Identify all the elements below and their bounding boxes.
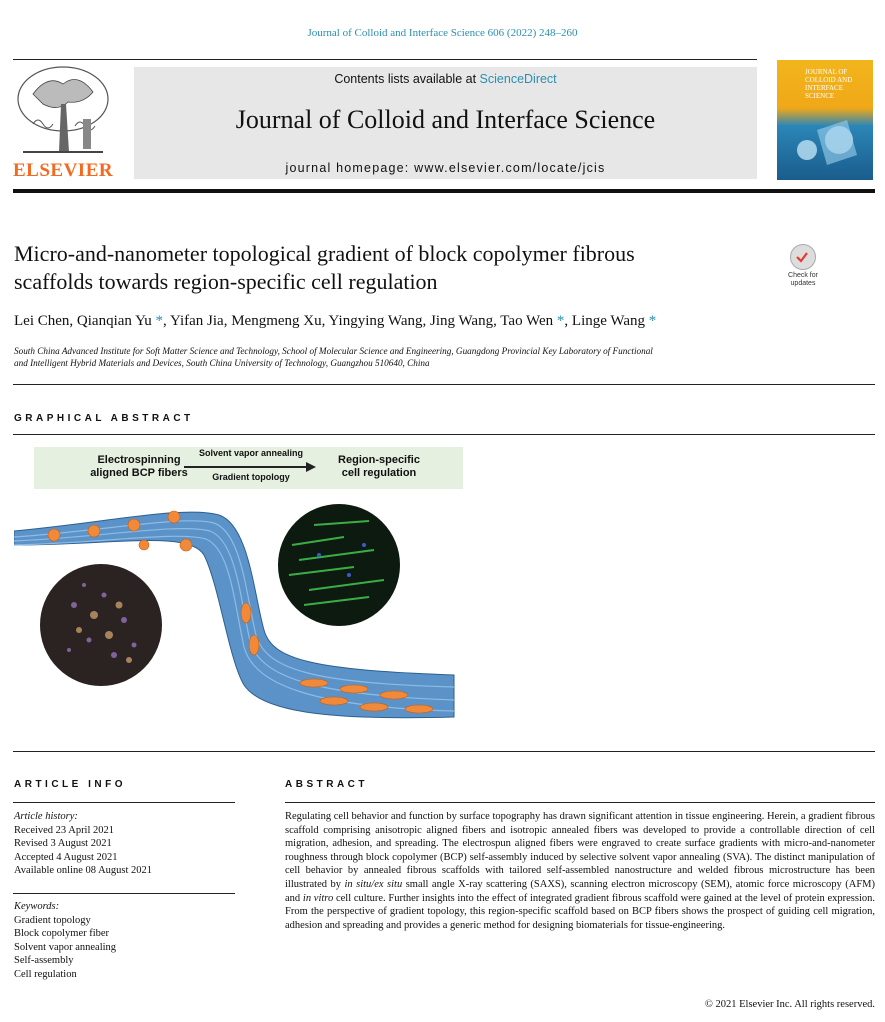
corresponding-author-star[interactable]: *	[645, 313, 657, 329]
history-online: Available online 08 August 2021	[14, 865, 153, 876]
keyword-item: Cell regulation	[14, 968, 77, 980]
journal-title: Journal of Colloid and Interface Science	[235, 105, 656, 134]
article-history	[14, 810, 236, 878]
abstract-part-3: cell culture. Further insights into the effect of integrated gradient fibrous scaffold were gained at the level of protein expression. From the perspective of gradient topology, this region-specific scaffold based on BCP fibers shows the prospect of guiding cell migration, adhesion and spreading and provides a generic method for designing biomaterials for tissue-engineering.	[285, 892, 875, 931]
badge-line-1: Check for	[788, 272, 818, 279]
ga-step2-line1: Region-specific	[338, 454, 420, 466]
keyword-item: Self-assembly	[14, 955, 74, 966]
abstract-part-1: Regulating cell behavior and function by surface topography has drawn significant attention in tissue engineering. Herein, a gradient fibrous scaffold comprising anisotropic aligned fibers and isotropic annealed fibers was developed to provide a controllable direction of cell migration, adhesion, and spreading. The electrospun aligned fibers were engraved to create surface gradients with micro-and-nanometer roughness through block copolymer (BCP) self-assembly induced by selective solvent vapor annealing (SVA). The distinct manipulation of cell behavior by annealed fibrous scaffolds with tailored self-assembled nanostructure and welded fibrous microstructure has been illustrated by	[285, 811, 875, 890]
check-icon	[795, 250, 809, 264]
journal-homepage-link[interactable]: journal homepage: www.elsevier.com/locate/jcis	[285, 161, 606, 175]
check-for-updates-badge[interactable]	[778, 242, 828, 292]
ga-bottom-rule	[13, 751, 875, 752]
ga-rule	[13, 434, 875, 435]
cover-art-icon	[777, 60, 873, 180]
author-name[interactable]: , Yifan Jia, Mengmeng Xu, Yingying Wang, Jing Wang, Tao Wen	[163, 313, 554, 329]
affiliation-line-2: and Intelligent Hybrid Materials and Devices, South China University of Technology, Guangzhou 510640, China	[14, 358, 430, 368]
sciencedirect-link[interactable]: ScienceDirect	[479, 72, 557, 86]
keywords-rule	[13, 893, 235, 894]
title-line-1: Micro-and-nanometer topological gradient of block copolymer fibrous	[14, 241, 635, 266]
badge-line-2: updates	[790, 280, 816, 287]
author-list	[14, 313, 874, 330]
ga-step1-line1: Electrospinning	[97, 454, 181, 466]
affiliation-rule	[13, 384, 875, 385]
keywords-label: Keywords:	[14, 901, 60, 912]
abstract-part-2: small angle X-ray scattering (SAXS), scanning electron microscopy (SEM), atomic force microscopy (AFM) and	[285, 878, 875, 904]
journal-citation[interactable]: Journal of Colloid and Interface Science 606 (2022) 248–260	[307, 27, 578, 39]
journal-banner	[134, 67, 757, 179]
badge-text	[778, 272, 828, 288]
elsevier-tree-icon	[13, 64, 113, 159]
elsevier-wordmark: ELSEVIER	[13, 160, 114, 181]
article-title	[14, 240, 759, 296]
journal-cover-image[interactable]	[777, 60, 873, 180]
graphical-abstract-figure[interactable]	[14, 445, 463, 727]
contents-prefix: Contents lists available at	[334, 72, 477, 86]
ga-arrow-bottom-label: Gradient topology	[212, 472, 290, 482]
article-info-heading: ARTICLE INFO	[14, 779, 126, 790]
header-bottom-rule	[13, 189, 875, 193]
ga-arrow-top-label: Solvent vapor annealing	[198, 448, 304, 458]
author-name[interactable]: , Linge Wang	[564, 313, 646, 329]
keywords-list	[14, 900, 236, 981]
article-info-rule	[13, 802, 235, 803]
corresponding-author-star[interactable]: *	[553, 313, 565, 329]
affiliation	[14, 345, 874, 369]
abstract-italic-2: in vitro	[302, 892, 334, 904]
abstract-heading: ABSTRACT	[285, 779, 368, 790]
abstract-italic-1: in situ/ex situ	[344, 878, 403, 890]
copyright-notice: © 2021 Elsevier Inc. All rights reserved.	[704, 999, 875, 1010]
abstract-rule	[285, 802, 875, 803]
history-label: Article history:	[14, 811, 78, 822]
affiliation-line-1: South China Advanced Institute for Soft Matter Science and Technology, School of Molecular Science and Engineering, Guangdong Provincial Key Laboratory of Functional	[14, 346, 653, 356]
history-accepted: Accepted 4 August 2021	[14, 851, 118, 863]
corresponding-author-star[interactable]: *	[151, 313, 164, 329]
graphical-abstract-heading: GRAPHICAL ABSTRACT	[14, 413, 194, 424]
author-name[interactable]: Lei Chen,	[14, 313, 77, 329]
history-received: Received 23 April 2021	[14, 824, 115, 836]
graphical-abstract-svg	[14, 445, 463, 727]
ga-step1-line2: aligned BCP fibers	[90, 467, 188, 479]
ga-step2-line2: cell regulation	[341, 467, 417, 479]
keyword-item: Solvent vapor annealing	[14, 941, 117, 953]
keyword-item: Block copolymer fiber	[14, 928, 110, 939]
history-revised: Revised 3 August 2021	[14, 838, 112, 849]
contents-line	[134, 72, 757, 86]
header-top-rule	[13, 59, 757, 60]
author-name[interactable]: Qianqian Yu	[76, 313, 152, 329]
elsevier-logo	[13, 64, 123, 182]
ga-step2-label	[319, 454, 439, 480]
keyword-item: Gradient topology	[14, 914, 91, 926]
title-line-2: scaffolds towards region-specific cell regulation	[14, 269, 438, 294]
abstract-body	[285, 810, 875, 932]
cover-title: JOURNAL OF COLLOID AND INTERFACE SCIENCE	[805, 68, 853, 100]
